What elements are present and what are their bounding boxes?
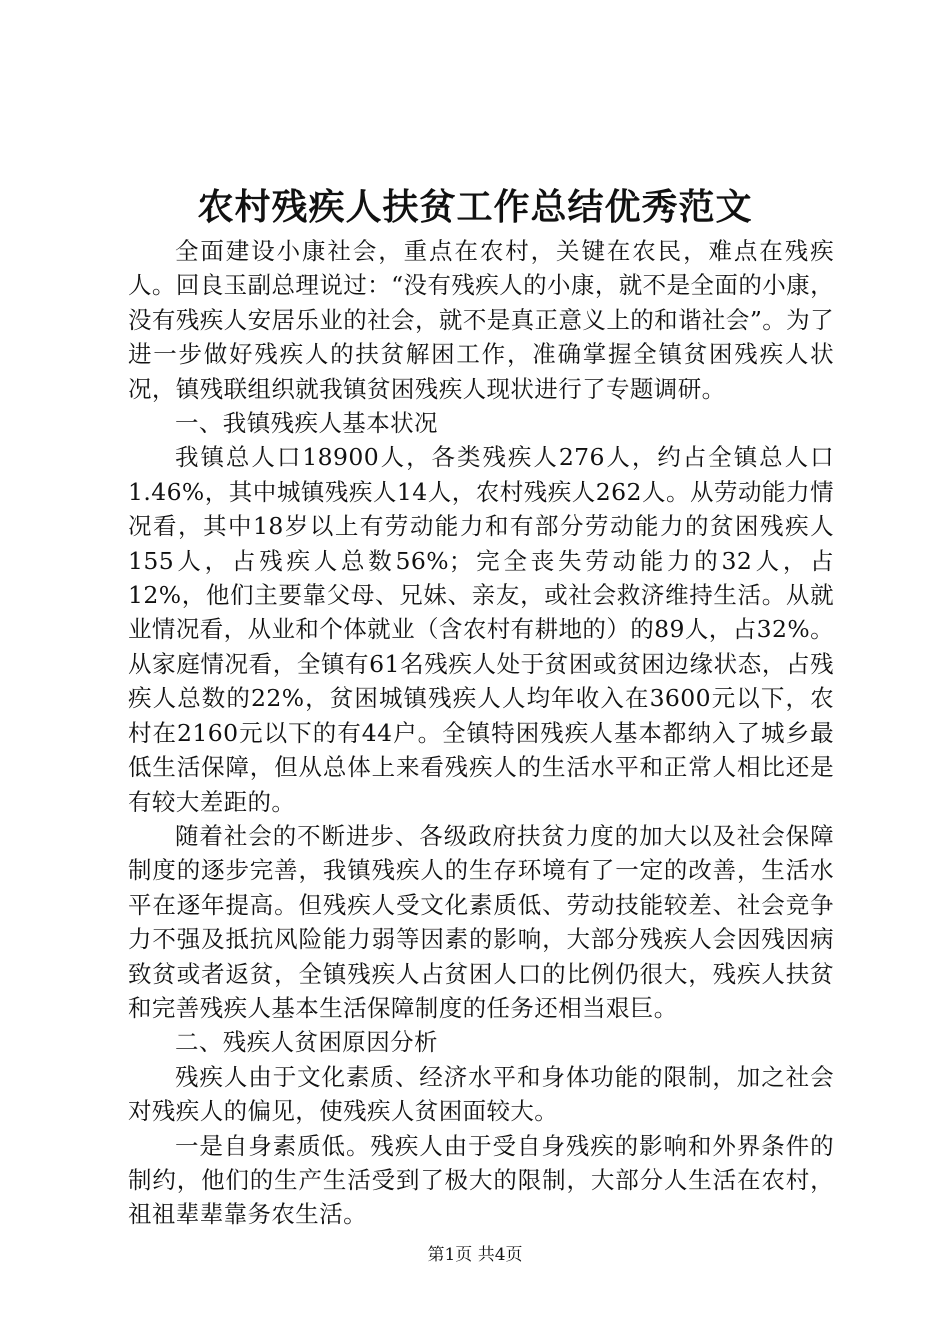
paragraph-poverty-causes: 残疾人由于文化素质、经济水平和身体功能的限制，加之社会对残疾人的偏见，使残疾人贫困面较大。	[128, 1062, 834, 1126]
paragraph-social-progress: 随着社会的不断进步、各级政府扶贫力度的加大以及社会保障制度的逐步完善，我镇残疾人的生存环境有了一定的改善，生活水平在逐年提高。但残疾人受文化素质低、劳动技能较差、社会竞争力不强及抵抗风险能力弱等因素的影响，大部分残疾人会因残因病致贫或者返贫，全镇残疾人占贫困人口的比例仍很大，残疾人扶贫和完善残疾人基本生活保障制度的任务还相当艰巨。	[128, 821, 834, 1022]
page-footer: 第1页 共4页	[427, 1245, 523, 1265]
paragraph-basic-status: 我镇总人口18900人，各类残疾人276人，约占全镇总人口1.46%，其中城镇残疾人14人，农村残疾人262人。从劳动能力情况看，其中18岁以上有劳动能力和有部分劳动能力的贫困残疾人155人，占残疾人总数56%；完全丧失劳动能力的32人，占12%，他们主要靠父母、兄妹、亲友，或社会救济维持生活。从就业情况看，从业和个体就业（含农村有耕地的）的89人，占32%。从家庭情况看，全镇有61名残疾人处于贫困或贫困边缘状态，占残疾人总数的22%，贫困城镇残疾人人均年收入在3600元以下，农村在2160元以下的有44户。全镇特困残疾人基本都纳入了城乡最低生活保障，但从总体上来看残疾人的生活水平和正常人相比还是有较大差距的。	[128, 443, 834, 816]
document-body	[128, 234, 834, 1232]
document-title: 农村残疾人扶贫工作总结优秀范文	[197, 187, 753, 228]
paragraph-low-quality: 一是自身素质低。残疾人由于受自身残疾的影响和外界条件的制约，他们的生产生活受到了极大的限制，大部分人生活在农村，祖祖辈辈靠务农生活。	[128, 1131, 834, 1229]
section-heading-1: 一、我镇残疾人基本状况	[175, 409, 438, 438]
paragraph-intro: 全面建设小康社会，重点在农村，关键在农民，难点在残疾人。回良玉副总理说过：“没有残疾人的小康，就不是全面的小康，没有残疾人安居乐业的社会，就不是真正意义上的和谐社会”。为了进一步做好残疾人的扶贫解困工作，准确掌握全镇贫困残疾人状况，镇残联组织就我镇贫困残疾人现状进行了专题调研。	[128, 237, 834, 403]
section-heading-2: 二、残疾人贫困原因分析	[175, 1028, 438, 1057]
